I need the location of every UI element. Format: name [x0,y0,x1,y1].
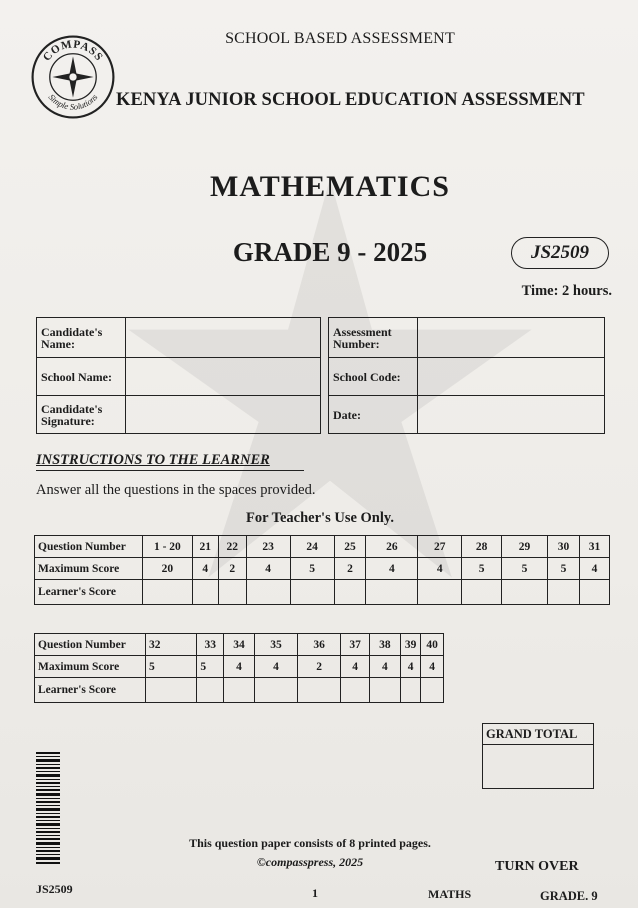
learner-score-cell[interactable] [421,678,444,703]
candidate-signature-label: Candidate's Signature: [37,396,126,434]
learner-score-cell[interactable] [192,580,218,605]
turn-over-label: TURN OVER [495,859,579,874]
question-number-cell: 39 [400,634,421,656]
logo-bottom-text: Simple Solutions [46,92,100,112]
grade-title: GRADE 9 - 2025 [232,237,428,267]
question-number-cell: 33 [197,634,224,656]
footer-subject: MATHS [428,887,472,901]
barcode-icon [36,752,60,864]
instructions-text: Answer all the questions in the spaces provided. [36,482,316,498]
learner-score-cell[interactable] [298,678,341,703]
question-number-cell: 28 [462,536,502,558]
maximum-score-cell: 4 [400,656,421,678]
question-number-cell: 23 [246,536,290,558]
question-number-cell: 26 [366,536,418,558]
question-number-cell: 25 [334,536,366,558]
learner-score-cell[interactable] [369,678,400,703]
learner-score-cell[interactable] [246,580,290,605]
assessment-title: KENYA JUNIOR SCHOOL EDUCATION ASSESSMENT [116,90,585,110]
question-number-cell: 38 [369,634,400,656]
school-name-field[interactable] [126,358,321,396]
learner-score-cell[interactable] [400,678,421,703]
logo-top-text: COMPASS [40,38,106,64]
learner-score-cell[interactable] [290,580,334,605]
learner-score-cell[interactable] [418,580,462,605]
instructions-heading: INSTRUCTIONS TO THE LEARNER [36,452,270,468]
learner-score-cell[interactable] [462,580,502,605]
question-number-row-label: Question Number [35,536,143,558]
learner-score-cell[interactable] [502,580,548,605]
maximum-score-cell: 4 [341,656,370,678]
page-number: 1 [312,886,318,900]
learner-score-cell[interactable] [224,678,255,703]
school-code-field[interactable] [418,358,605,396]
maximum-score-cell: 4 [224,656,255,678]
learner-score-cell[interactable] [334,580,366,605]
printed-pages-note: This question paper consists of 8 printed pages. [189,836,431,850]
question-number-cell: 31 [579,536,609,558]
learner-score-cell[interactable] [341,678,370,703]
school-code-label: School Code: [329,358,418,396]
assessment-type: SCHOOL BASED ASSESSMENT [225,30,455,47]
maximum-score-cell: 4 [246,558,290,580]
footer-paper-code: JS2509 [36,882,73,896]
maximum-score-cell: 5 [290,558,334,580]
question-number-cell: 30 [548,536,580,558]
footer-grade: GRADE. 9 [540,889,598,903]
candidate-name-field[interactable] [126,318,321,358]
maximum-score-cell: 5 [502,558,548,580]
maximum-score-cell: 2 [298,656,341,678]
assessment-number-field[interactable] [418,318,605,358]
maximum-score-cell: 4 [369,656,400,678]
learner-score-cell[interactable] [579,580,609,605]
maximum-score-cell: 20 [142,558,192,580]
learner-score-cell[interactable] [366,580,418,605]
learner-score-cell[interactable] [142,580,192,605]
school-name-label: School Name: [37,358,126,396]
learner-score-cell[interactable] [197,678,224,703]
maximum-score-cell: 5 [462,558,502,580]
question-number-cell: 29 [502,536,548,558]
instructions-underline [36,470,304,471]
learner-score-row-label: Learner's Score [35,580,143,605]
score-table-2 [34,633,444,703]
learner-score-cell[interactable] [548,580,580,605]
question-number-cell: 40 [421,634,444,656]
candidate-signature-field[interactable] [126,396,321,434]
maximum-score-cell: 4 [366,558,418,580]
subject-title: MATHEMATICS [210,170,450,203]
learner-score-row-label: Learner's Score [35,678,146,703]
maximum-score-cell: 4 [579,558,609,580]
paper-code-badge: JS2509 [511,237,609,269]
question-number-cell: 35 [254,634,297,656]
question-number-cell: 24 [290,536,334,558]
question-number-cell: 37 [341,634,370,656]
date-field[interactable] [418,396,605,434]
maximum-score-cell: 5 [145,656,196,678]
learner-score-cell[interactable] [218,580,246,605]
question-number-cell: 22 [218,536,246,558]
maximum-score-row-label: Maximum Score [35,558,143,580]
time-allowed: Time: 2 hours. [521,283,612,299]
maximum-score-cell: 2 [334,558,366,580]
maximum-score-cell: 5 [548,558,580,580]
question-number-row-label: Question Number [35,634,146,656]
assessment-number-label: Assessment Number: [329,318,418,358]
question-number-cell: 27 [418,536,462,558]
maximum-score-cell: 4 [418,558,462,580]
maximum-score-cell: 4 [192,558,218,580]
grand-total-field[interactable] [483,745,593,787]
question-number-cell: 34 [224,634,255,656]
copyright-note: ©compasspress, 2025 [256,855,364,869]
maximum-score-cell: 4 [254,656,297,678]
date-label: Date: [329,396,418,434]
question-number-cell: 1 - 20 [142,536,192,558]
candidate-details-table [36,317,321,434]
grand-total-label: GRAND TOTAL [483,724,593,745]
assessment-details-table [328,317,605,434]
grand-total-box [482,723,594,789]
compass-logo-icon [30,34,116,120]
maximum-score-row-label: Maximum Score [35,656,146,678]
learner-score-cell[interactable] [145,678,196,703]
maximum-score-cell: 4 [421,656,444,678]
question-number-cell: 32 [145,634,196,656]
score-table-1 [34,535,610,605]
candidate-name-label: Candidate's Name: [37,318,126,358]
maximum-score-cell: 5 [197,656,224,678]
question-number-cell: 36 [298,634,341,656]
maximum-score-cell: 2 [218,558,246,580]
teacher-use-label: For Teacher's Use Only. [246,510,394,526]
question-number-cell: 21 [192,536,218,558]
learner-score-cell[interactable] [254,678,297,703]
